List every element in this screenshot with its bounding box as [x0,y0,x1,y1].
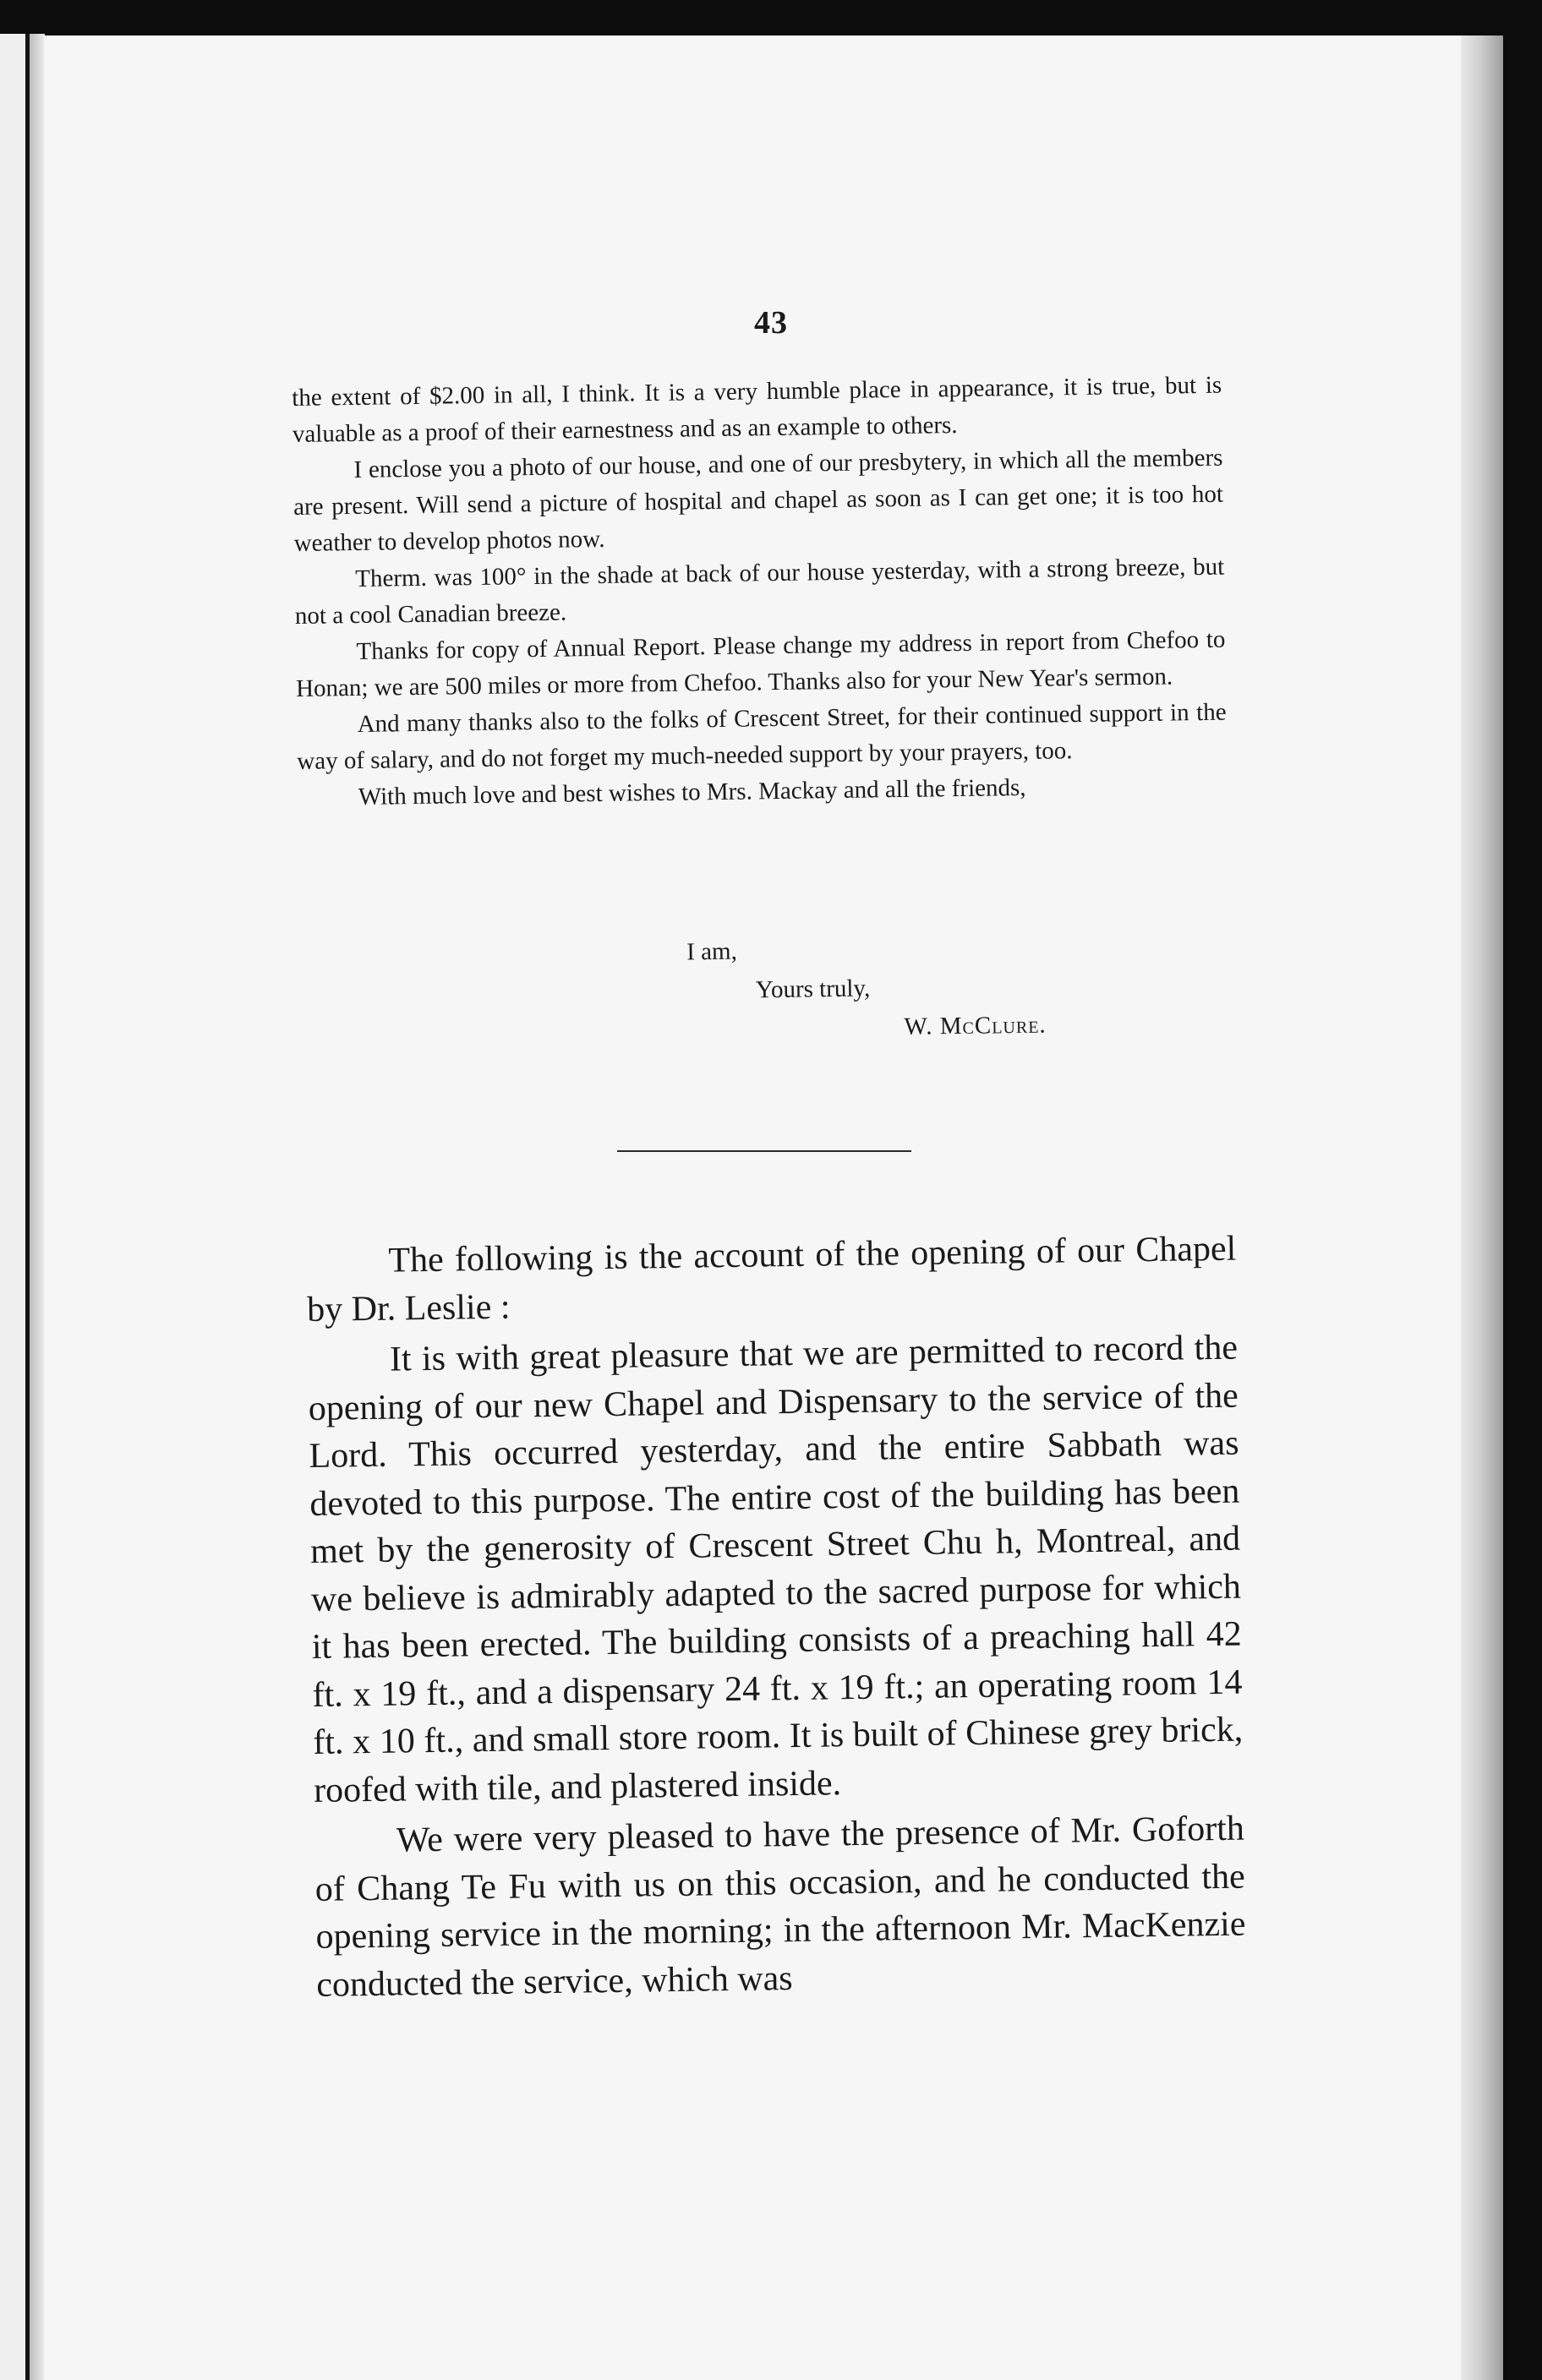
page-edge-shadow [1461,35,1503,2380]
account-paragraph: It is with great pleasure that we are permitted to record the opening of our new Chapel and Dispensary to the service of the Lord. This occurred yesterday, and the entire Sabbath was devoted to this purpose. The entire cost of the building has been met by the generosity of Crescent Street Chu h, Montreal, and we believe is admirably adapted to the sacred purpose for which it has been erected. The building consists of a preaching hall 42 ft. x 19 ft., and a dispensary 24 ft. x 19 ft.; an operating room 14 ft. x 10 ft., and small store room. It is built of Chinese grey brick, roofed with tile, and plastered inside. [308,1328,1244,1810]
letter-paragraph: the extent of $2.00 in all, I think. It is a very humble place in appearance, it is true, but is valuable as a proof of their earnestness and as an example to others. [292,371,1222,448]
letter-paragraph: Thanks for copy of Annual Report. Please change my address in report from Chefoo to Honan; we are 500 miles or more from Chefoo. Thanks also for your New Year's sermon. [295,625,1226,702]
facing-page-edge [0,34,30,2380]
closing-i-am: I am, [686,937,738,966]
letter-paragraph: And many thanks also to the folks of Crescent Street, for their continued support in the way of salary, and do not forget my much-needed support by your prayers, too. [297,698,1227,775]
page-number: 43 [754,305,788,341]
letter-paragraph: I enclose you a photo of our house, and one of our presbytery, in which all the members are present. Will send a picture of hospital and chapel as soon as I can get one; it is too hot weather to develop photos now. [293,444,1224,557]
closing-yours-truly: Yours truly, [755,974,871,1004]
gutter-shadow [30,34,45,2380]
section-divider [617,1150,911,1152]
letter-paragraph: Therm. was 100° in the shade at back of our house yesterday, with a strong breeze, but not a cool Canadian breeze. [294,553,1225,630]
signature: W. McClure. [904,1011,1047,1040]
chapel-account [306,1225,1247,2012]
account-paragraph: We were very pleased to have the presence of Mr. Goforth of Chang Te Fu with us on this occasion, and he conducted the opening service in the morning; in the afternoon Mr. MacKenzie conducted the service, which was [314,1809,1246,2005]
letter-closing [292,925,1223,1055]
letter-paragraph: With much love and best wishes to Mrs. Mackay and all the friends, [358,773,1026,811]
account-paragraph: The following is the account of the opening of our Chapel by Dr. Leslie : [306,1229,1237,1329]
letter-body [292,368,1228,816]
